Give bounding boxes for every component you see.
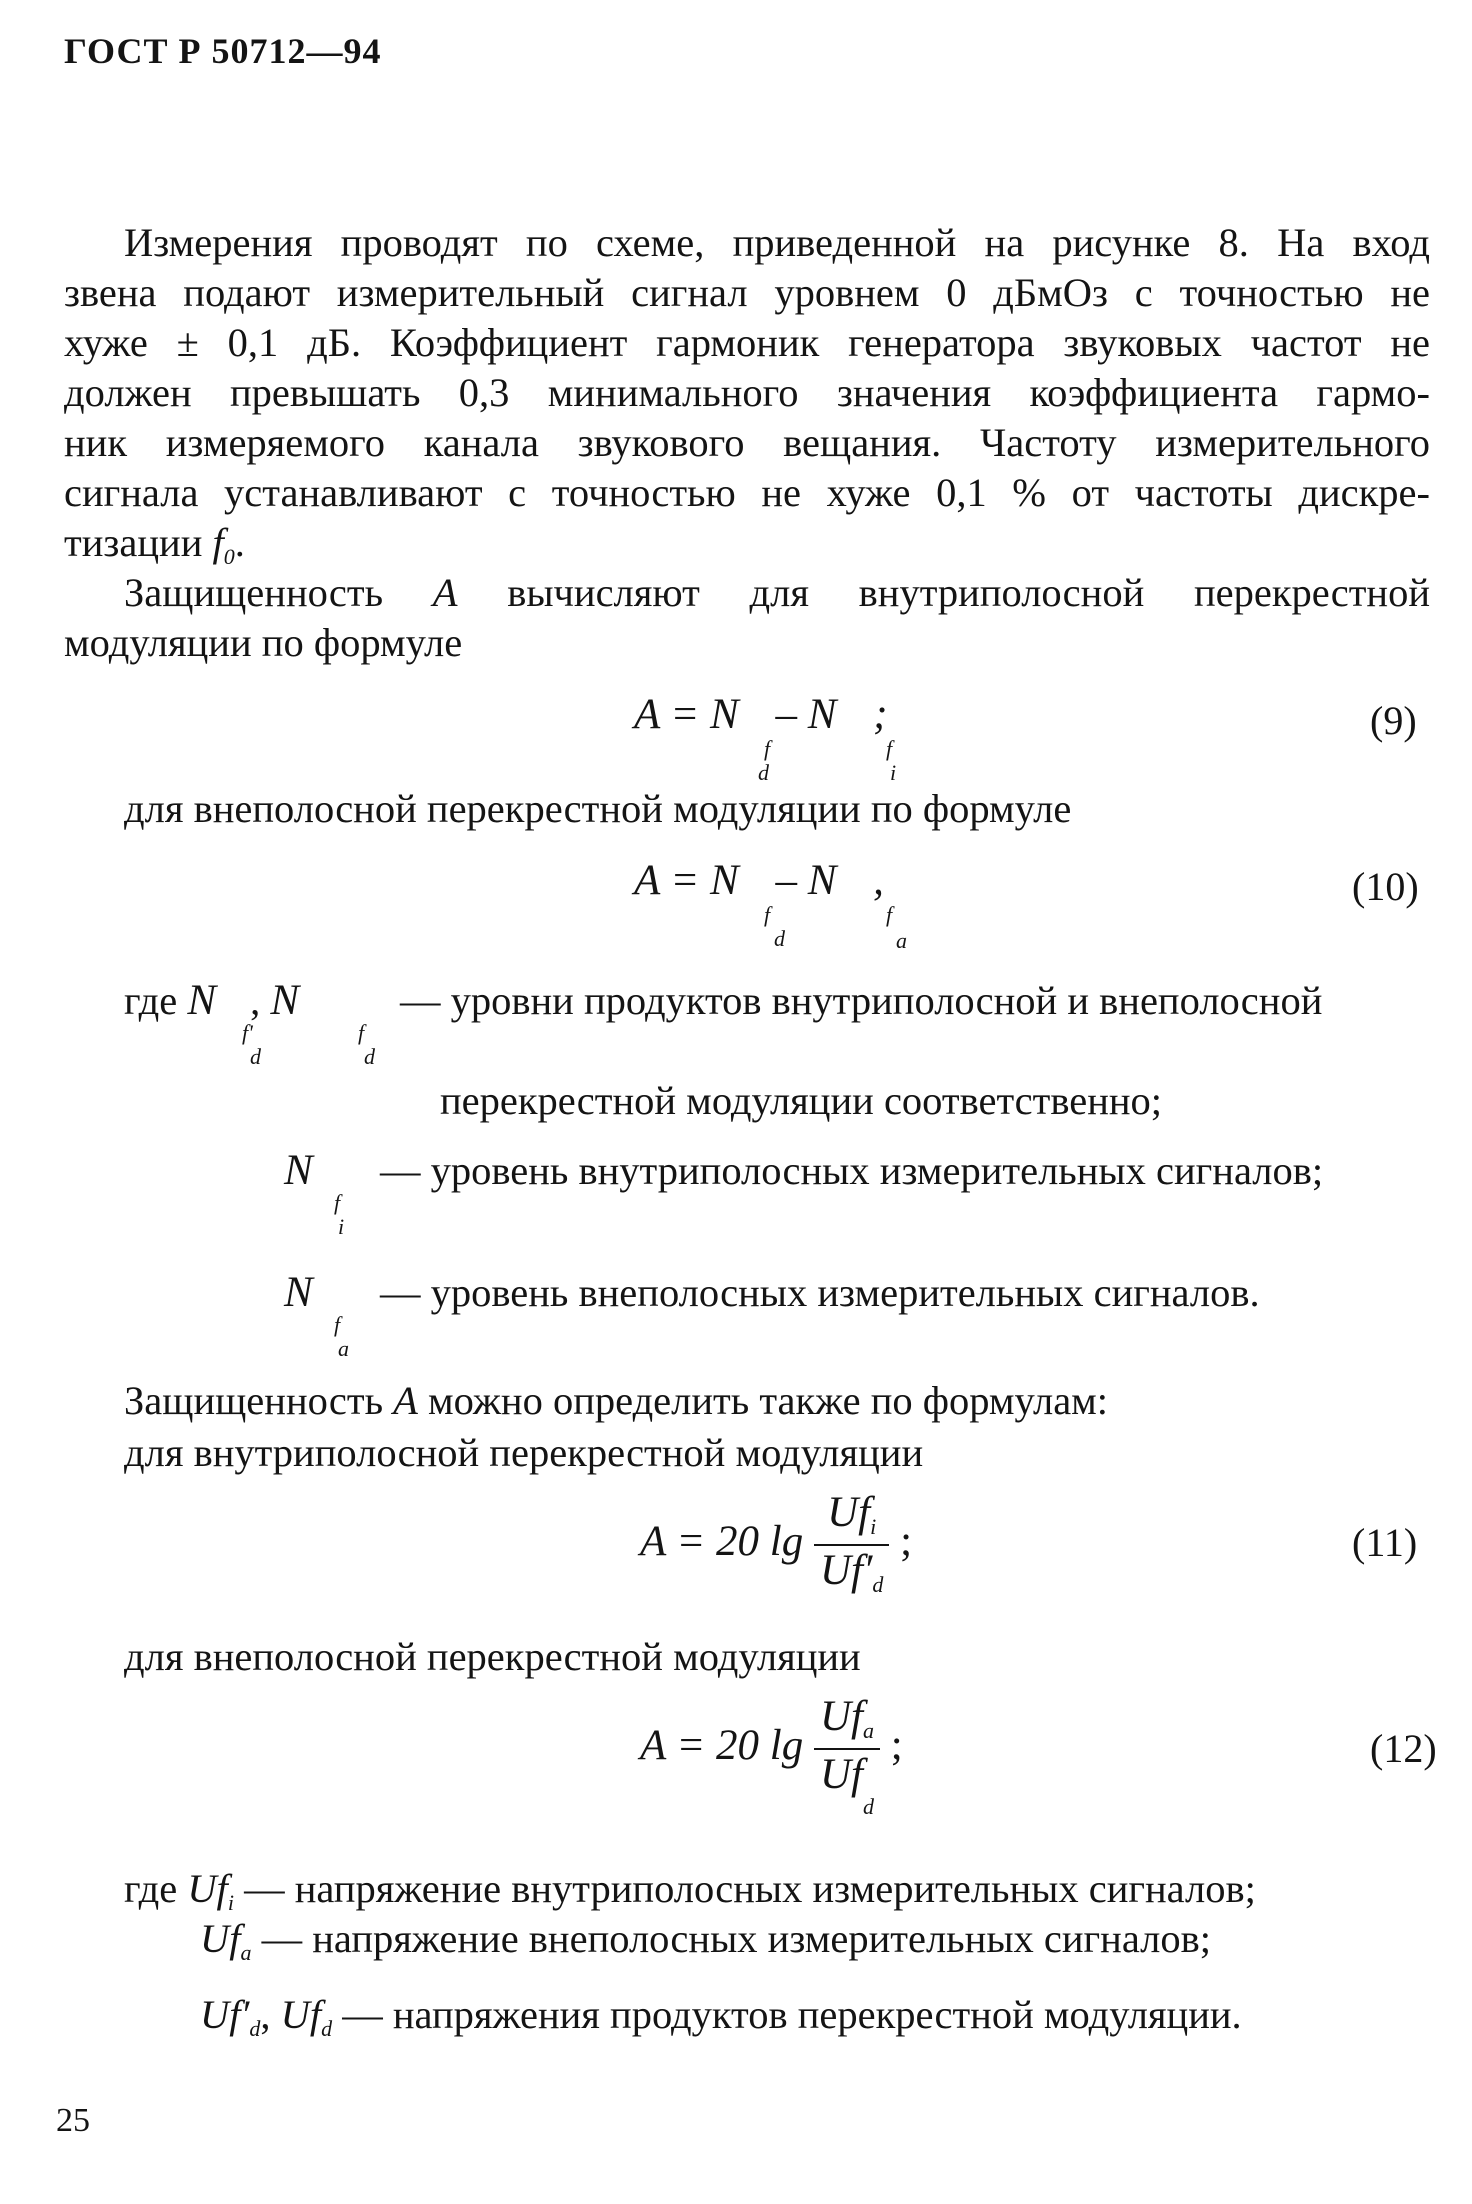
eq10-subscript: d xyxy=(774,926,785,951)
eq10-subscript: a xyxy=(896,928,907,953)
where3-subscript: f xyxy=(334,1312,341,1337)
definition-row: Ufa — напряжение внеполосных измерительных сигналов; xyxy=(200,1916,1212,1965)
fraction: $\frac{\text{Ufa}}{Uf_d}$ xyxy=(814,1694,880,1804)
eq9-subscript: i xyxy=(890,760,897,785)
where3-text: — уровень внеполосных измерительных сигналов. xyxy=(380,1270,1260,1315)
paragraph-protection-line1: Защищенность A вычисляют для внутриполосной перекрестной xyxy=(124,570,1431,615)
where-definition-1: где N , N xyxy=(124,977,300,1024)
paragraph-line: ник измеряемого канала звукового вещания. Частоту измерительного xyxy=(64,420,1430,465)
paragraph-also-line2: для внутриполосной перекрестной модуляции xyxy=(124,1430,924,1475)
caption-eq10: для внеполосной перекрестной модуляции по формуле xyxy=(124,786,1072,831)
paragraph-protection-line2: модуляции по формуле xyxy=(64,620,463,665)
document-header: ГОСТ Р 50712—94 xyxy=(64,31,382,71)
definition-row: Uf′d, Ufd — напряжения продуктов перекрестной модуляции. xyxy=(200,1992,1242,2041)
paragraph-line-last: тизации f0. xyxy=(64,520,245,569)
paragraph-line: сигнала устанавливают с точностью не хуже 0,1 % от частоты дискре- xyxy=(64,470,1430,515)
paragraph-line: должен превышать 0,3 минимального значения коэффициента гармо- xyxy=(64,370,1430,415)
page-number: 25 xyxy=(56,2102,90,2139)
where1-continuation: перекрестной модуляции соответственно; xyxy=(440,1078,1163,1123)
paragraph-also-line1: Защищенность A можно определить также по формулам: xyxy=(124,1378,1109,1423)
equation-11: A = 20 lg $\frac{\text{Ufi}}{Uf'd}$ ; xyxy=(640,1490,912,1600)
paragraph-line: хуже ± 0,1 дБ. Коэффициент гармоник генератора звуковых частот не xyxy=(64,320,1430,365)
where2-subscript: f xyxy=(334,1190,341,1215)
where2-subscript: i xyxy=(338,1214,345,1239)
paragraph-measurement xyxy=(64,218,1430,568)
eq9-subscript: d xyxy=(758,760,769,785)
where3-var: N xyxy=(284,1269,313,1316)
equation-12-number: (12) xyxy=(1370,1726,1437,1771)
eq9-subscript: f xyxy=(764,736,771,761)
equation-11-number: (11) xyxy=(1352,1520,1418,1565)
eq9-subscript: f xyxy=(886,736,893,761)
equation-10: A = N – N , xyxy=(634,857,884,904)
where2-var: N xyxy=(284,1147,313,1194)
equation-12: A = 20 lg $\frac{\text{Ufa}}{Uf_d}$ ; xyxy=(640,1693,903,1819)
definition-row: где Ufi — напряжение внутриполосных измерительных сигналов; xyxy=(124,1866,1256,1915)
equation-10-number: (10) xyxy=(1352,864,1419,909)
equation-9: A = N – N ; xyxy=(634,691,888,738)
where3-subscript: a xyxy=(338,1336,349,1361)
eq10-subscript: f xyxy=(764,902,771,927)
where1-subscript: d xyxy=(250,1044,261,1069)
where1-subscript: d xyxy=(364,1044,375,1069)
caption-eq12: для внеполосной перекрестной модуляции xyxy=(124,1634,861,1679)
fraction: $\frac{\text{Ufi}}{Uf'd}$ xyxy=(814,1490,889,1600)
paragraph-line: Измерения проводят по схеме, приведенной на рисунке 8. На вход xyxy=(124,220,1430,265)
where1-subscript: f xyxy=(358,1020,365,1045)
paragraph-line: звена подают измерительный сигнал уровнем 0 дБмОз с точностью не xyxy=(64,270,1430,315)
eq10-subscript: f xyxy=(886,902,893,927)
equation-9-number: (9) xyxy=(1370,698,1417,743)
where1-subscript: f' xyxy=(242,1020,253,1045)
where1-text: — уровни продуктов внутриполосной и внеполосной xyxy=(400,978,1323,1023)
where2-text: — уровень внутриполосных измерительных сигналов; xyxy=(380,1148,1324,1193)
